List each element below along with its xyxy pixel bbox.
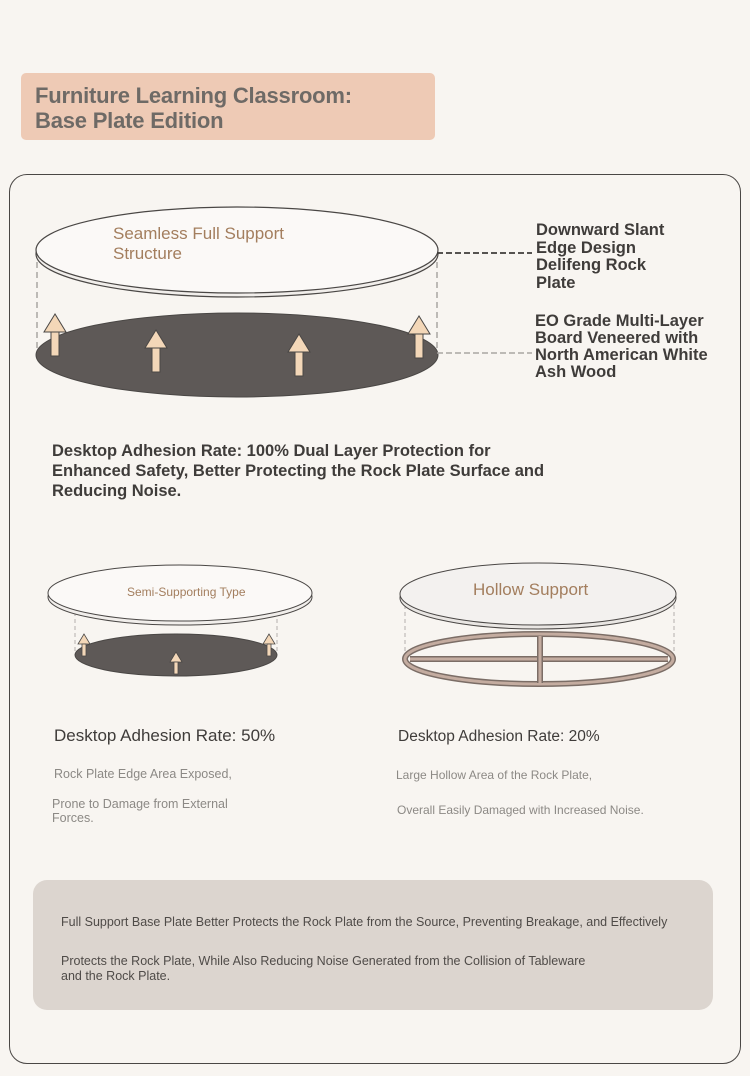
page-title-line1: Furniture Learning Classroom: <box>35 83 352 108</box>
callout-text: Downward Slant <box>536 221 665 239</box>
summary-text: and the Rock Plate. <box>61 969 171 983</box>
semi-support-note1: Rock Plate Edge Area Exposed, <box>54 767 232 781</box>
note-line: Prone to Damage from External <box>52 797 228 811</box>
page-title-line2: Base Plate Edition <box>35 108 224 133</box>
note-line: Forces. <box>52 811 94 825</box>
callout-text: Edge Design <box>536 238 636 257</box>
description-line: Enhanced Safety, Better Protecting the Rock Plate Surface and <box>52 462 545 480</box>
callout-text: North American White <box>535 346 708 364</box>
semi-support-rate: Desktop Adhesion Rate: 50% <box>54 726 276 745</box>
hollow-support-rate: Desktop Adhesion Rate: 20% <box>398 728 600 745</box>
summary-line1: Full Support Base Plate Better Protects the Rock Plate from the Source, Preventing Breakage, and Effectively <box>61 915 668 929</box>
semi-support-note2 <box>52 797 228 825</box>
summary-line2 <box>61 954 585 984</box>
full-support-label-line2: Structure <box>113 244 182 263</box>
summary-box <box>33 880 713 1010</box>
callout-text: Board Veneered with <box>535 329 699 347</box>
hollow-support-note1: Large Hollow Area of the Rock Plate, <box>396 768 593 782</box>
callout-text: Ash Wood <box>535 363 617 381</box>
full-support-label-line1: Seamless Full Support <box>113 224 285 243</box>
description-line: Desktop Adhesion Rate: 100% Dual Layer Protection for <box>52 442 491 460</box>
callout-text: Plate <box>536 273 576 292</box>
semi-support-label: Semi-Supporting Type <box>127 585 246 599</box>
description-line: Reducing Noise. <box>52 482 182 500</box>
callout-text: Delifeng Rock <box>536 256 647 274</box>
hollow-support-note2: Overall Easily Damaged with Increased Noise. <box>397 803 644 817</box>
callout-text: EO Grade Multi-Layer <box>535 312 704 330</box>
summary-text: Protects the Rock Plate, While Also Reducing Noise Generated from the Collision of Tableware <box>61 954 586 968</box>
hollow-support-label: Hollow Support <box>473 580 589 599</box>
